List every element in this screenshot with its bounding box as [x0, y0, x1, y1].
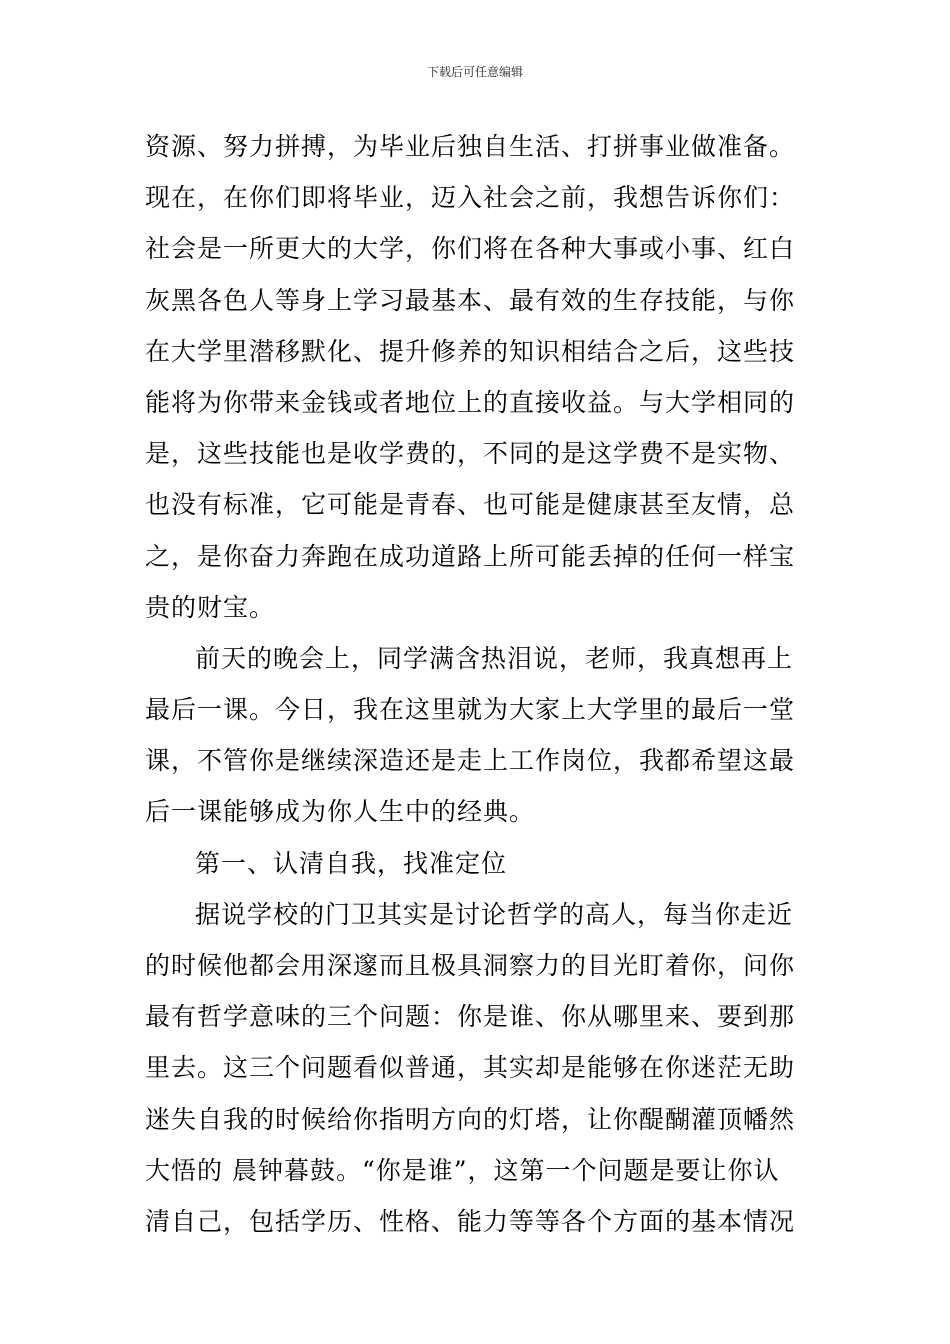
text-line: 灰黑各色人等身上学习最基本、最有效的生存技能，与你 [145, 285, 796, 315]
text-line: 后一课能够成为你人生中的经典。 [145, 797, 536, 827]
text-line: 也没有标准，它可能是青春、也可能是健康甚至友情，总 [145, 490, 796, 520]
text-line: 大悟的 晨钟暮鼓。“你是谁”，这第一个问题是要让你认 [145, 1155, 780, 1185]
text-line: 现在，在你们即将毕业，迈入社会之前，我想告诉你们： [145, 183, 796, 213]
header-note: 下载后可任意编辑 [426, 65, 523, 79]
text-line: 社会是一所更大的大学，你们将在各种大事或小事、红白 [145, 234, 796, 264]
text-line: 的时候他都会用深邃而且极具洞察力的目光盯着你，问你 [145, 951, 796, 980]
text-line: 最后一课。今日，我在这里就为大家上大学里的最后一堂 [145, 695, 796, 725]
body-text [145, 121, 815, 1247]
text-line: 之，是你奋力奔跑在成功道路上所可能丢掉的任何一样宝 [145, 541, 796, 571]
text-line: 清自己，包括学历、性格、能力等等各个方面的基本情况 [145, 1206, 796, 1236]
text-line: 迷失自我的时候给你指明方向的灯塔，让你醍醐灌顶幡然 [145, 1104, 796, 1134]
paragraph-first-line: 据说学校的门卫其实是讨论哲学的高人，每当你走近 [195, 899, 794, 929]
text-line: 最有哲学意味的三个问题：你是谁、你从哪里来、要到那 [145, 1002, 796, 1032]
section-heading: 第一、认清自我，找准定位 [195, 848, 508, 878]
text-line: 能将为你带来金钱或者地位上的直接收益。与大学相同的 [145, 387, 796, 417]
text-line: 在大学里潜移默化、提升修养的知识相结合之后，这些技 [145, 336, 796, 366]
text-line: 贵的财宝。 [145, 592, 276, 622]
text-line: 资源、努力拼搏，为毕业后独自生活、打拼事业做准备。 [145, 132, 796, 161]
text-line: 是，这些技能也是收学费的，不同的是这学费不是实物、 [145, 439, 796, 469]
text-line: 里去。这三个问题看似普通，其实却是能够在你迷茫无助 [145, 1053, 796, 1083]
paragraph-first-line: 前天的晚会上，同学满含热泪说，老师，我真想再上 [195, 643, 794, 673]
text-line: 课，不管你是继续深造还是走上工作岗位，我都希望这最 [145, 746, 796, 776]
